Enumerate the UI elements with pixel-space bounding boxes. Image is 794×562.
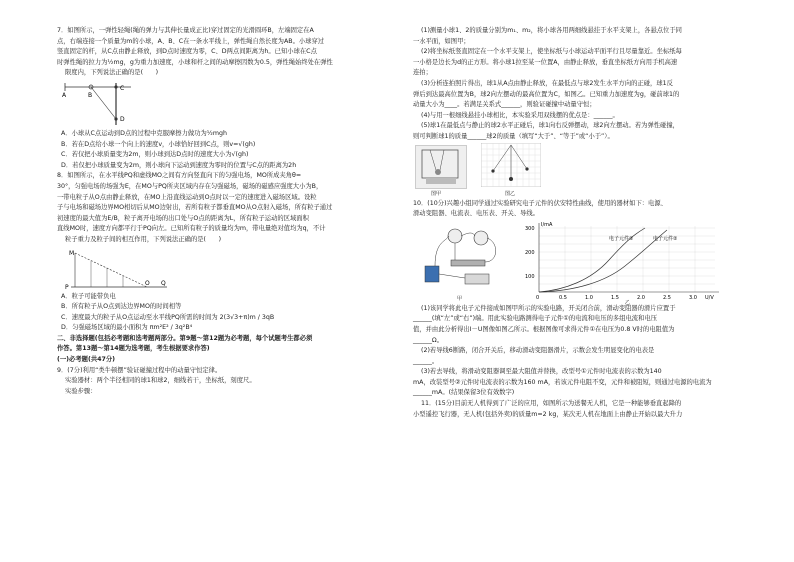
q10-part: mA，改装型号②元件时电流表的示数为160 mA，若该元件电阻不变，元件和被阻短，则通过电源的电流为	[413, 378, 712, 386]
q7-figure	[61, 81, 151, 127]
q9-step: 连拍；	[413, 69, 432, 77]
q7-option-a: A．小球从C点运动到D点的过程中克服摩擦力做功为½mgh	[61, 129, 228, 137]
label-O: O	[145, 279, 150, 287]
curve-label-1: 电子元件①	[609, 235, 634, 242]
graph-xtick: 1.0	[585, 294, 593, 300]
q10-part: ______Ω。	[413, 336, 443, 344]
q10-part: (2)若导线6断路，闭合开关后，移动滑动变阻器滑片，示数会发生明显变化的电表是	[421, 347, 655, 355]
graph-ytick: 300	[525, 225, 535, 232]
q8-stem: 初速度的最大值为E/B，粒子离开电场的出口处与O点的距离为L，所有粒子运动的区域面积	[57, 214, 309, 222]
q8-stem: 直线MO时，速度方向都平行于PQ向左。已知所有粒子的质量均为m，带电量绝对值均为q，不计	[57, 225, 326, 233]
q9-caption-1: 图甲	[431, 190, 442, 197]
q9-intro: 9．(7分)利用“类牛顿摆”验证碰撞过程中的动量守恒定律。	[57, 366, 222, 374]
graph-xtick: 1.5	[611, 294, 619, 300]
curve-label-2: 电子元件②	[653, 235, 678, 242]
q7-option-b: B．若在D点给小球一个向上的速度v，小球恰好回到C点，则v=√(gh)	[61, 140, 256, 148]
q10-caption-2: 乙	[625, 299, 631, 306]
graph-xtick: 2.5	[663, 294, 671, 300]
q9-step: 一水平面，如图甲；	[413, 37, 470, 45]
q9-step: (5)球1在最低点与静止的球2水平正碰后，球1向右反弹摆动，球2向左摆动。若为弹性碰撞，	[421, 122, 679, 130]
q7-stem: 竖直固定的杆，从C点由静止释放，到D点时速度为零，C、D两点间距离为h。已知小球在C点	[57, 48, 317, 56]
q10-circuit-figure	[415, 222, 510, 294]
q9-steps-label: 实验步骤：	[65, 387, 97, 395]
q10-part: ______。	[413, 357, 439, 365]
q9-step: (4)与用一根细线悬挂小球相比，本实验采用双线摆的优点是：______。	[421, 111, 619, 119]
q8-option-d: D．匀强磁场区域的最小面积为 πm²E² / 3q²B⁴	[61, 324, 193, 332]
q10-figures	[413, 220, 768, 304]
q10-stem: 10．(10分)兴趣小组同学通过实验研究电子元件的伏安特性曲线，使用的器材如下：电源、	[413, 199, 667, 207]
label-C: C	[120, 84, 125, 92]
label-Q: Q	[161, 279, 166, 287]
q7-stem: 点，右端连接一个质量为m的小球，A、B、C在一条水平线上，弹性绳自然长度为AB。小球穿过	[57, 37, 325, 45]
label-M: M	[69, 249, 75, 257]
q7-stem: 7．如图所示，一弹性轻绳(绳的弹力与其伸长量成正比)穿过固定的光滑圆环B，左端固定在A	[57, 27, 314, 34]
q10-stem: 滑动变阻器、电流表、电压表、开关、导线。	[413, 210, 539, 218]
q9-step: 动量大小为____。若满足关系式______，则验证碰撞中动量守恒；	[413, 101, 596, 109]
q8-option-c: C．速度最大的粒子从O点运动至水平线PQ所需的时间为 2(3√3+π)m / 3qB	[61, 313, 275, 321]
q9-photo-apparatus	[415, 145, 467, 189]
q10-part: 值，并由此分析得出I－U图像如图乙所示。根据图像可求得元件①在电压为0.8 V时的电阻值为	[413, 325, 675, 333]
graph-xtick: 0	[536, 294, 540, 300]
right-column	[413, 26, 768, 420]
q9-grid-figure	[481, 143, 541, 187]
label-B: B	[88, 91, 93, 99]
q10-iu-graph	[525, 220, 725, 300]
q8-stem: 粒子重力及粒子间的相互作用，下列说法正确的是( )	[65, 235, 222, 243]
q7-option-d: D．若仅把小球质量变为2m，则小球向下运动到速度为零时的位置与C点的距离为2h	[61, 161, 297, 169]
q9-step: (3)分析连拍照片得出，球1从A点由静止释放，在最低点与球2发生水平方向的正碰，球1反	[421, 79, 673, 87]
section-subtitle: (一)必考题(共47分)	[57, 356, 116, 364]
q8-stem: 8．如图所示，在水平线PQ和虚线MO之间有方向竖直向下的匀强电场，MO所成夹角θ=	[57, 172, 302, 180]
q8-stem: 30°，匀强电场的场强为E，在MO与PQ所夹区域内存在匀强磁场，磁场的磁感应强度大小为B，	[57, 182, 323, 190]
q9-step: 则可判断球1的质量______球2的质量（填写“大于”、“等于”或“小于”）。	[413, 132, 614, 140]
left-column	[57, 26, 412, 397]
q9-step: (2)将坐标纸竖直固定在一个水平支架上，使坐标纸与小球运动平面平行且尽量靠近。坐标纸每	[421, 48, 682, 56]
label-P: P	[65, 283, 69, 291]
label-A: A	[62, 91, 67, 99]
q10-part: ______mA。(结果保留3位有效数字)	[413, 389, 515, 397]
q8-option-b: B．所有粒子从O点到达边界MO的时间相等	[61, 303, 182, 311]
q8-stem: 一带电粒子从O点由静止释放，在MO上沿直线运动到O点时以一定的速度进入磁场区域。设粒	[57, 193, 317, 201]
q11-stem: 11．(15分)目前无人机得到了广泛的应用，如图所示为送餐无人机，它是一种能够垂直起降的	[421, 400, 682, 408]
q10-part: (3)若去导线，将滑动变阻器调至最大阻值并替换，改型号①元件时电流表的示数为140	[421, 368, 662, 376]
q11-stem: 小型遥控飞行器，无人机(包括外卖)的质量m=2 kg，某次无人机在地面上由静止开始以最大升力	[413, 410, 683, 418]
graph-ytick: 200	[525, 249, 535, 256]
graph-ylabel: I/mA	[541, 221, 553, 228]
label-D: D	[120, 115, 125, 123]
q10-part: (1)该同学将此电子元件接成如图甲所示的实验电路，开关闭合前，滑动变阻器的滑片应置于	[421, 304, 676, 312]
q9-step: 一小格是边长为d的正方形。将小球1拉至某一位置A，由静止释放，垂直坐标纸方向用手机高速	[413, 58, 678, 66]
q7-stem: 限度内，下列说法正确的是( )	[65, 69, 159, 77]
q7-stem: 时弹性绳的拉力为½mg，g为重力加速度，小球和杆之间的动摩擦因数为0.5，弹性绳始终处在弹性	[57, 58, 333, 66]
q9-materials: 实验器材：两个半径相同的球1和球2，细线若干，坐标纸，刻度尺。	[65, 377, 256, 385]
q9-caption-2: 图乙	[505, 190, 516, 197]
q9-step: 弹后到达最高位置为B，球2向左摆动的最高位置为C，如图乙。已知重力加速度为g，碰前球1的	[413, 90, 680, 98]
q9-figures	[413, 143, 768, 199]
q7-option-c: C．若仅把小球质量变为2m，则小球到达D点时的速度大小为√(gh)	[61, 151, 249, 159]
q10-caption-1: 甲	[457, 295, 463, 302]
section-title: 作答。第13题～第14题为选考题，考生根据要求作答)	[57, 345, 210, 353]
q9-step: (1)测量小球1、2的质量分别为m₁、m₂，将小球各用两细线悬挂于水平支架上，各悬点位于同	[421, 27, 682, 34]
q8-figure	[61, 247, 171, 291]
graph-xlabel: U/V	[705, 294, 714, 300]
graph-xtick: 2.0	[637, 294, 645, 300]
q8-stem: 子与电场和磁场边界MO相切后从MO边射出，若所有粒子都垂直MO从O点射入磁场，所有粒子通过	[57, 204, 333, 212]
q8-option-a: A．粒子可能带负电	[61, 292, 116, 300]
graph-ytick: 100	[525, 273, 535, 280]
q10-part: ______(填“左”或“右”)端。用此实验电路测得电子元件①的电流和电压的多组电流和电压	[413, 315, 657, 323]
graph-xtick: 3.0	[689, 294, 697, 300]
graph-xtick: 0.5	[559, 294, 567, 300]
section-title: 二、非选择题(包括必考题和选考题两部分。第9题～第12题为必考题，每个试题考生都必须	[57, 334, 313, 342]
